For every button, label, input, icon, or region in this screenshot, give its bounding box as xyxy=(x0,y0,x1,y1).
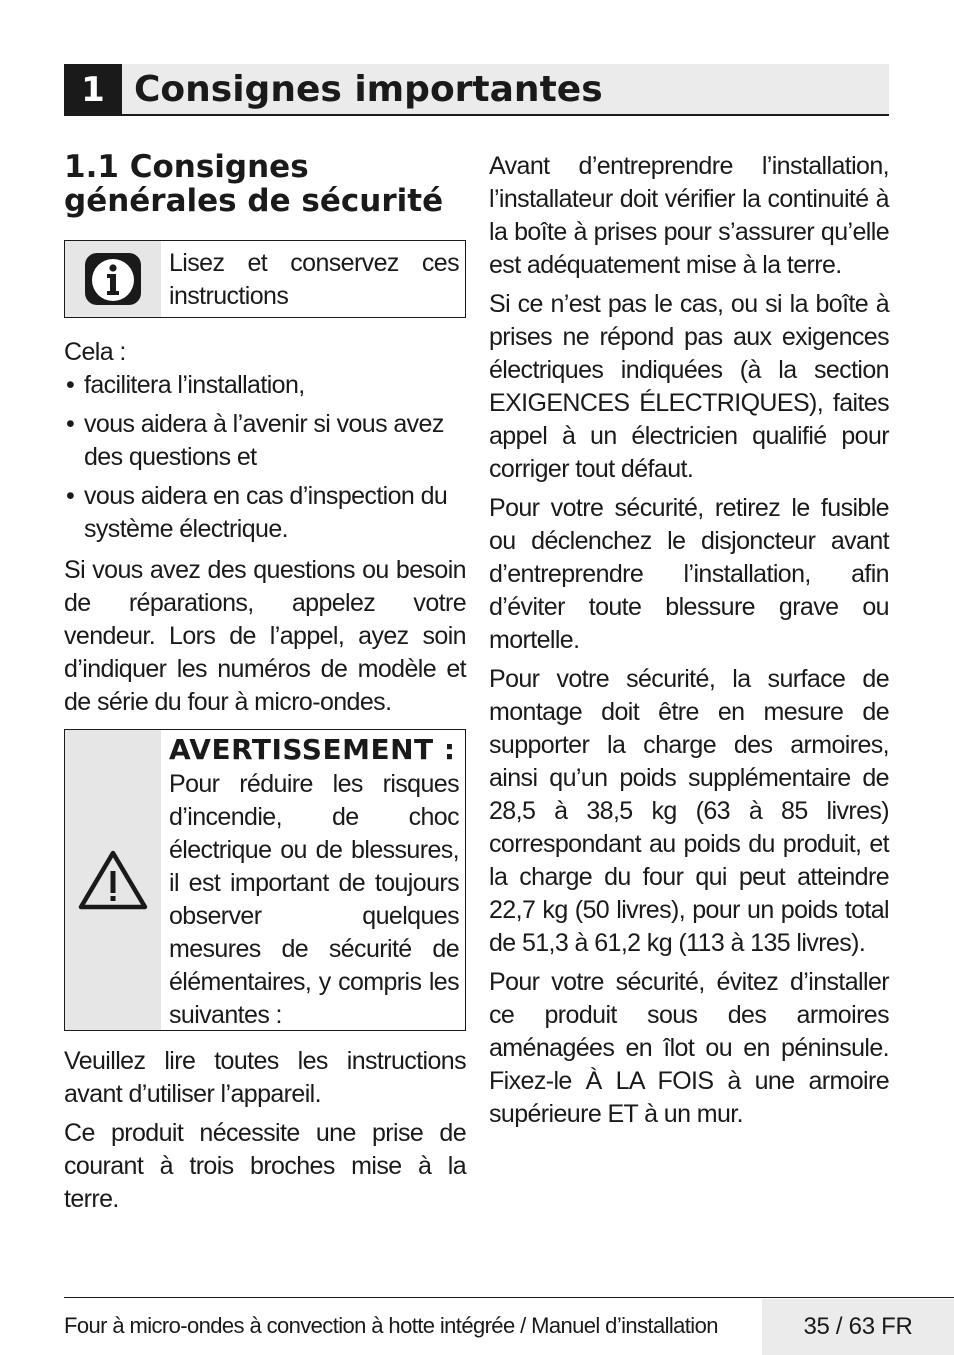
left-column xyxy=(64,150,466,1222)
footer-title: Four à micro-ondes à convection à hotte intégrée / Manuel d’installation xyxy=(64,1313,718,1338)
paragraph-mounting-load: Pour votre sécurité, la surface de montage doit être en mesure de supporter la charge des armoires, ainsi qu’un poids supplémentaire de 28,5 à 38,5 kg (63 à 85 livres) correspondant au poids du produit, et la charge du four qui peut atteindre 22,7 kg (50 livres), pour un poids total de 51,3 à 61,2 kg (113 à 135 livres). xyxy=(489,665,889,957)
outlet-paragraph: Ce produit nécessite une prise de courant à trois broches mise à la terre. xyxy=(64,1119,466,1213)
read-instructions-paragraph: Veuillez lire toutes les instructions avant d’utiliser l’appareil. xyxy=(64,1047,466,1108)
warning-content xyxy=(169,732,459,1032)
warning-icon-cell xyxy=(65,730,161,1030)
paragraph-fuse: Pour votre sécurité, retirez le fusible ou déclenchez le disjoncteur avant d’entreprendre l’installation, afin d’éviter toute blessure grave ou mortelle. xyxy=(489,494,889,654)
page-number: 35 / 63 FR xyxy=(762,1299,954,1355)
warning-title: AVERTISSEMENT : xyxy=(169,733,456,766)
paragraph-island-cabinets: Pour votre sécurité, évitez d’installer ce produit sous des armoires aménagées en îlot ou en péninsule. Fixez-le À LA FOIS à une armoire supérieure ET à un mur. xyxy=(489,968,889,1128)
list-item: • vous aidera en cas d’inspection du système électrique. xyxy=(64,480,466,546)
page-footer xyxy=(64,1297,954,1355)
info-box xyxy=(64,240,466,318)
paragraph-continuity: Avant d’entreprendre l’installation, l’installateur doit vérifier la continuité à la boîte à prises pour s’assurer qu’elle est adéquatement mise à la terre. xyxy=(489,152,889,279)
list-item: • facilitera l’installation, xyxy=(64,369,466,402)
warning-triangle-icon xyxy=(78,849,148,911)
benefits-list xyxy=(64,369,466,546)
list-item: • vous aidera à l’avenir si vous avez des questions et xyxy=(64,408,466,474)
chapter-header xyxy=(64,64,889,116)
warning-text: Pour réduire les risques d’incendie, de choc électrique ou de blessures, il est important de toujours observer quelques mesures de sécurité de élémentaires, y compris les suivantes : xyxy=(169,770,459,1029)
intro-text: Cela : xyxy=(64,338,126,366)
info-icon xyxy=(82,250,144,308)
right-column xyxy=(489,150,889,1137)
section-title: 1.1 Consignes générales de sécurité xyxy=(64,149,444,219)
info-icon-cell xyxy=(65,241,161,317)
service-paragraph: Si vous avez des questions ou besoin de réparations, appelez votre vendeur. Lors de l’appel, ayez soin d’indiquer les numéros de modèle et de série du four à micro-ondes. xyxy=(64,556,466,716)
warning-box xyxy=(64,729,466,1031)
paragraph-electrician: Si ce n’est pas le cas, ou si la boîte à prises ne répond pas aux exigences électriques indiquées (à la section EXIGENCES ÉLECTRIQUES), faites appel à un électricien qualifié pour corriger tout défaut. xyxy=(489,290,889,483)
info-text: Lisez et conservez ces instructions xyxy=(169,249,459,310)
chapter-number: 1 xyxy=(64,64,122,114)
chapter-title: Consignes importantes xyxy=(134,69,603,110)
